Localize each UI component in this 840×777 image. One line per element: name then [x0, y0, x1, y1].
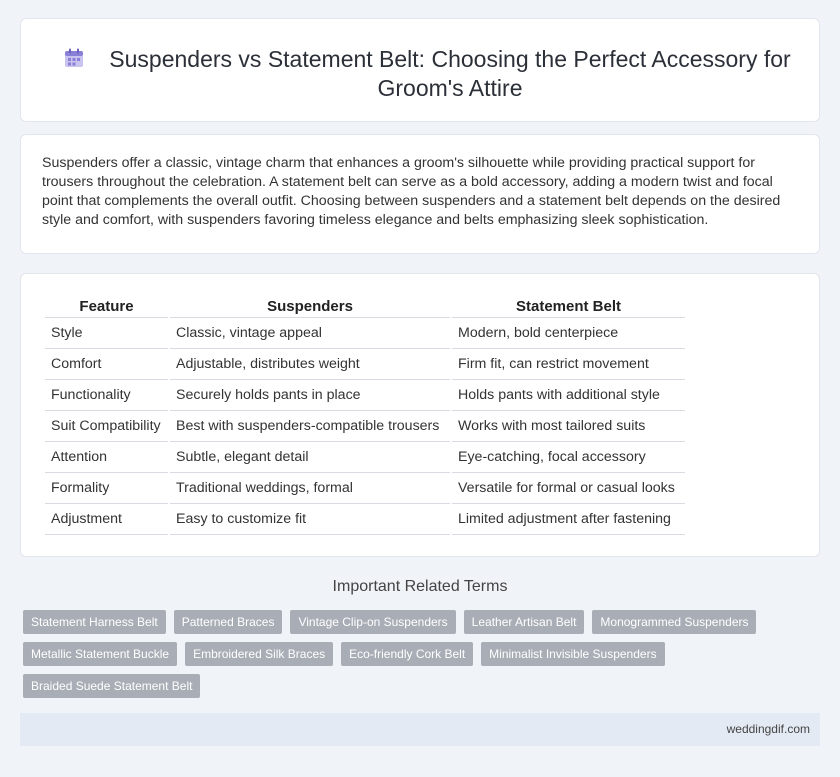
- header-suspenders: Suspenders: [170, 296, 450, 318]
- suspenders-cell: Classic, vintage appeal: [170, 318, 450, 349]
- table-row: [45, 380, 685, 411]
- suspenders-cell: Best with suspenders-compatible trousers: [170, 411, 450, 442]
- belt-cell: Modern, bold centerpiece: [452, 318, 685, 349]
- belt-cell: Limited adjustment after fastening: [452, 504, 685, 535]
- feature-cell: Attention: [45, 442, 168, 473]
- suspenders-cell: Adjustable, distributes weight: [170, 349, 450, 380]
- belt-cell: Firm fit, can restrict movement: [452, 349, 685, 380]
- related-terms-title: Important Related Terms: [332, 578, 508, 595]
- intro-card: [20, 134, 820, 254]
- page-title: Suspenders vs Statement Belt: Choosing the Perfect Accessory for Groom's Attire: [109, 46, 791, 101]
- table-header-row: [45, 296, 685, 318]
- header-statement-belt: Statement Belt: [452, 296, 685, 318]
- belt-cell: Eye-catching, focal accessory: [452, 442, 685, 473]
- suspenders-cell: Easy to customize fit: [170, 504, 450, 535]
- feature-cell: Comfort: [45, 349, 168, 380]
- feature-cell: Formality: [45, 473, 168, 504]
- belt-cell: Versatile for formal or casual looks: [452, 473, 685, 504]
- table-row: [45, 349, 685, 380]
- comparison-card: [20, 273, 820, 557]
- table-row: [45, 318, 685, 349]
- header-feature: Feature: [45, 296, 168, 318]
- related-term-tag[interactable]: Statement Harness Belt: [23, 610, 166, 634]
- related-term-tag[interactable]: Minimalist Invisible Suspenders: [481, 642, 664, 666]
- table-row: [45, 473, 685, 504]
- related-term-tag[interactable]: Leather Artisan Belt: [464, 610, 585, 634]
- feature-cell: Adjustment: [45, 504, 168, 535]
- footer: [20, 713, 820, 746]
- related-terms-list: [23, 610, 783, 706]
- feature-cell: Functionality: [45, 380, 168, 411]
- comparison-table: [43, 296, 687, 535]
- table-row: [45, 411, 685, 442]
- belt-cell: Holds pants with additional style: [452, 380, 685, 411]
- feature-cell: Style: [45, 318, 168, 349]
- suspenders-cell: Subtle, elegant detail: [170, 442, 450, 473]
- related-term-tag[interactable]: Patterned Braces: [174, 610, 283, 634]
- related-term-tag[interactable]: Braided Suede Statement Belt: [23, 674, 200, 698]
- table-row: [45, 442, 685, 473]
- related-term-tag[interactable]: Eco-friendly Cork Belt: [341, 642, 473, 666]
- title-card: [20, 18, 820, 122]
- feature-cell: Suit Compatibility: [45, 411, 168, 442]
- footer-site-link[interactable]: weddingdif.com: [726, 722, 810, 736]
- suspenders-cell: Traditional weddings, formal: [170, 473, 450, 504]
- belt-cell: Works with most tailored suits: [452, 411, 685, 442]
- related-term-tag[interactable]: Metallic Statement Buckle: [23, 642, 177, 666]
- related-term-tag[interactable]: Vintage Clip-on Suspenders: [290, 610, 455, 634]
- related-term-tag[interactable]: Embroidered Silk Braces: [185, 642, 333, 666]
- suspenders-cell: Securely holds pants in place: [170, 380, 450, 411]
- table-row: [45, 504, 685, 535]
- related-term-tag[interactable]: Monogrammed Suspenders: [592, 610, 756, 634]
- intro-paragraph: Suspenders offer a classic, vintage charm that enhances a groom's silhouette while providing practical support for trousers throughout the celebration. A statement belt can serve as a bold accessory, adding a modern twist and focal point that complements the overall outfit. Choosing between suspenders and a statement belt depends on the desired style and comfort, with suspenders favoring timeless elegance and belts emphasizing sleek sophistication.: [42, 155, 781, 228]
